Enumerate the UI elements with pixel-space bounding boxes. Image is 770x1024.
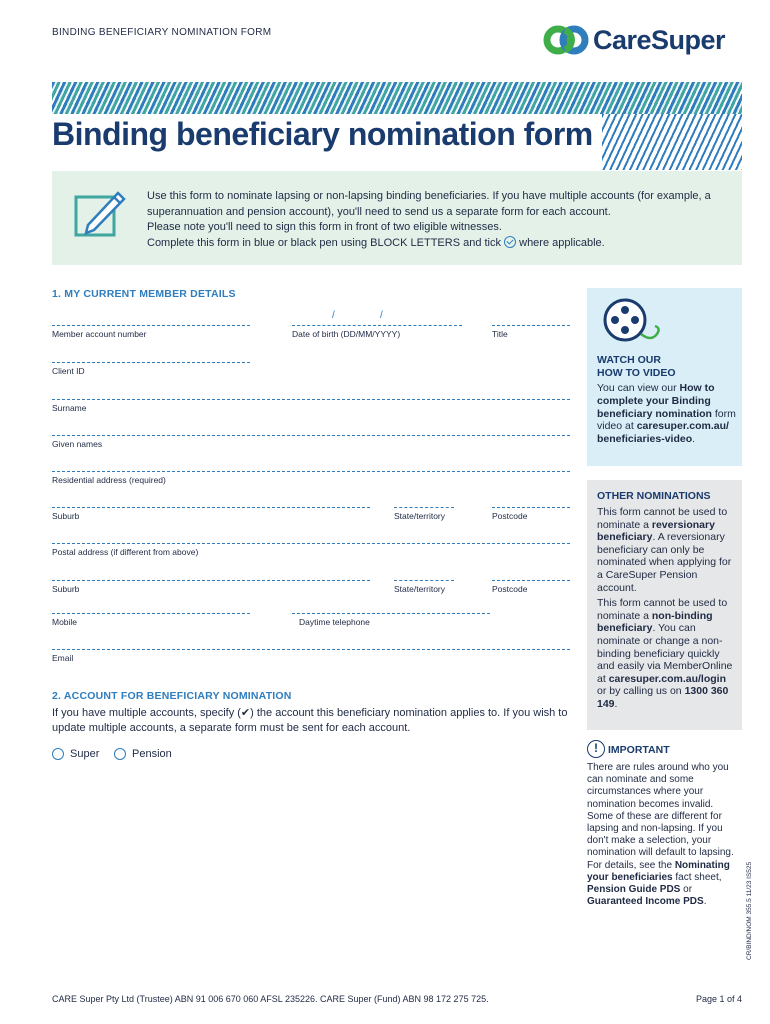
intro-line-3b: where applicable. [519,236,605,249]
dob-separator: / [332,310,335,321]
film-reel-icon [601,296,663,346]
intro-line-1: Use this form to nominate lapsing or non-lapsing binding beneficiaries. If you have multiple accounts (for example, a superannuation and pension account), you'll need to send us a separate form for each account. [147,190,711,218]
page-title: Binding beneficiary nomination form [52,116,601,153]
p2a: This form cannot be used to nominate a [597,597,728,622]
video-text-1: You can view our [597,382,680,394]
form-header-label: BINDING BENEFICIARY NOMINATION FORM [52,27,272,38]
intro-text [147,189,732,251]
memberonline-link[interactable]: caresuper.com.au/login [608,672,726,685]
section-2-heading: 2. ACCOUNT FOR BENEFICIARY NOMINATION [52,690,292,702]
footer-legal: CARE Super Pty Ltd (Trustee) ABN 91 006 670 060 AFSL 235226. CARE Super (Fund) ABN 98 172 275 725. [52,994,489,1004]
video-text-5: . [692,433,696,446]
state-label: State/territory [394,511,446,521]
logo-text: CareSuper [593,24,726,55]
pen-form-icon [72,185,130,243]
postal-address-label: Postal address (if different from above) [52,547,199,557]
caresuper-logo [543,24,725,56]
tick-circle-icon [504,236,516,248]
radio-circle-icon[interactable] [114,748,126,760]
dob-separator: / [380,310,383,321]
intro-line-3a: Complete this form in blue or black pen using BLOCK LETTERS and tick [147,236,501,249]
postal-state-field[interactable] [394,567,454,594]
dob-field[interactable] [292,312,462,339]
document-code: CR/BIND/NOM 355.5 11/23 IS525 [746,861,753,960]
p2c: . You can nominate or change a non-binding beneficiary quickly and easily via MemberOnline at [597,622,733,685]
postal-address-field[interactable] [52,530,570,557]
intro-box [52,171,742,265]
video-heading [597,354,676,380]
important-tc: fact sheet, [672,871,722,883]
caresuper-logo-icon [543,24,589,56]
residential-address-field[interactable] [52,458,570,485]
postal-postcode-label: Postcode [492,584,528,594]
other-nominations-p2 [597,597,737,710]
important-tg: . [703,896,707,908]
surname-field[interactable] [52,386,570,413]
postal-state-label: State/territory [394,584,446,594]
p1b: reversionary beneficiary [597,518,715,544]
intro-line-3 [147,236,732,252]
postcode-label: Postcode [492,511,528,521]
email-label: Email [52,653,74,663]
video-sidebar [587,288,742,466]
video-text-3: form video at [597,407,736,433]
suburb-label: Suburb [52,511,80,521]
super-option-label: Super [70,748,100,760]
video-text [597,382,737,446]
p2b: non-binding beneficiary [597,609,713,635]
client-id-label: Client ID [52,366,85,376]
important-heading: IMPORTANT [608,744,670,756]
postal-postcode-field[interactable] [492,567,570,594]
residential-address-label: Residential address (required) [52,475,166,485]
intro-line-2: Please note you'll need to sign this form in front of two eligible witnesses. [147,221,502,233]
other-nominations-p1 [597,506,737,594]
state-field[interactable] [394,494,454,521]
given-names-label: Given names [52,439,103,449]
super-option[interactable] [52,748,99,760]
phone-number[interactable]: 1300 360 149 [597,685,729,710]
radio-circle-icon[interactable] [52,748,64,760]
title-field[interactable] [492,312,570,339]
title-label: Title [492,329,508,339]
suburb-field[interactable] [52,494,370,521]
video-link-title: How to complete your Binding beneficiary nomination [597,382,715,420]
mobile-field[interactable] [52,600,250,627]
important-tb: Nominating your beneficiaries [587,859,730,883]
given-names-field[interactable] [52,422,570,449]
member-account-number-field[interactable] [52,312,250,339]
member-account-number-label: Member account number [52,329,147,339]
important-ta: There are rules around who you can nominate and some circumstances where your nomination becomes invalid. Some of these are different for lapsing and non-lapsing. If you don't make a selection, your nomination will default to lapsing. For details, see the [587,762,734,871]
section-1-heading: 1. MY CURRENT MEMBER DETAILS [52,288,236,300]
p2g: . [614,697,618,710]
pension-option[interactable] [114,748,172,760]
other-nominations-text [597,506,737,711]
video-link-url[interactable]: caresuper.com.au/ beneficiaries-video [597,420,729,446]
p1a: This form cannot be used to nominate a [597,506,728,531]
email-field[interactable] [52,636,570,663]
daytime-telephone-field[interactable] [292,600,490,627]
important-text [587,762,742,908]
postcode-field[interactable] [492,494,570,521]
pension-option-label: Pension [132,748,172,760]
important-tf: Guaranteed Income PDS [587,896,704,908]
daytime-telephone-label: Daytime telephone [299,617,370,627]
exclamation-icon: ! [587,740,605,758]
video-heading-line-1: WATCH OUR [597,354,661,366]
mobile-label: Mobile [52,617,78,627]
client-id-field[interactable] [52,349,250,376]
dob-label: Date of birth (DD/MM/YYYY) [292,329,401,339]
section-2-text: If you have multiple accounts, specify (✔) the account this beneficiary nomination applies to. If you wish to update multiple accounts, a separate form must be sent for each account. [52,707,568,734]
decorative-stripes [52,82,742,114]
video-heading-line-2: HOW TO VIDEO [597,367,676,379]
other-nominations-heading: OTHER NOMINATIONS [597,490,711,502]
p1c: . A reversionary beneficiary can only be nominated when applying for a CareSuper Pension account. [597,531,732,594]
decorative-stripes-corner [602,114,742,170]
other-nominations-sidebar [587,480,742,730]
p2e: or by calling us on [597,685,685,698]
important-te: or [680,884,693,896]
postal-suburb-field[interactable] [52,567,370,594]
postal-suburb-label: Suburb [52,584,80,594]
important-td: Pension Guide PDS [587,884,681,896]
surname-label: Surname [52,403,87,413]
page-number: Page 1 of 4 [695,994,742,1004]
